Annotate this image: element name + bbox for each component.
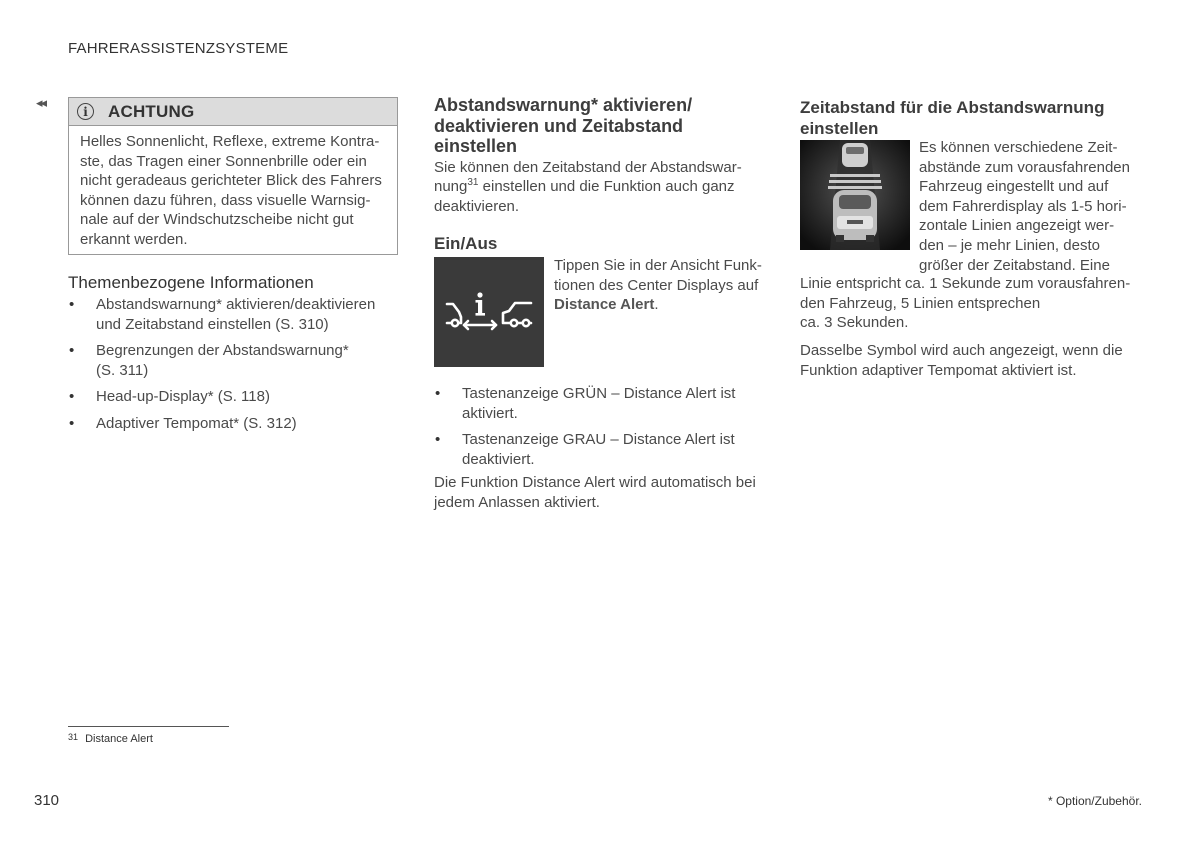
title-line: Abstandswarnung* aktivieren/ [434, 95, 693, 115]
warning-line: ste, das Tragen einer Sonnenbrille oder ein [80, 152, 367, 170]
tap-line [554, 295, 774, 315]
warning-line: nicht geradeaus gerichteter Blick des Fahrers [80, 172, 382, 190]
time-gap-line: dem Fahrerdisplay als 1-5 hori- [919, 197, 1127, 215]
title-line: einstellen [800, 119, 879, 138]
intro-text: nung [434, 178, 468, 196]
page-number: 310 [34, 792, 60, 809]
state-line: • Tastenanzeige GRÜN – Distance Alert ist [462, 385, 736, 402]
same-symbol-paragraph [800, 341, 1150, 380]
related-link-item[interactable] [68, 387, 398, 407]
time-gap-line: abstände zum vorausfahrenden [919, 158, 1130, 176]
footnote-number: 31 [68, 732, 79, 742]
time-gap-line: Es können verschiedene Zeit- [919, 139, 1118, 156]
tap-end: . [654, 296, 659, 314]
title-line: Zeitabstand für die Abstandswarnung [800, 98, 1105, 117]
state-line: deaktiviert. [462, 450, 535, 468]
section-header: FAHRERASSISTENZSYSTEME [68, 40, 289, 57]
time-gap-line: den – je mehr Linien, desto [919, 236, 1100, 254]
related-link-line: • Begrenzungen der Abstandswarnung* [96, 342, 349, 360]
related-link-item[interactable] [68, 295, 398, 334]
intro-paragraph [434, 158, 774, 217]
onoff-title: Ein/Aus [434, 234, 498, 253]
option-note: * Option/Zubehör. [1047, 794, 1142, 808]
related-link-item[interactable] [68, 341, 398, 380]
time-gap-line: Linie entspricht ca. 1 Sekunde zum vorausfahren- [800, 275, 1131, 292]
continued-from-previous-icon: ◂◂ [36, 95, 46, 110]
warning-title: ACHTUNG [108, 101, 195, 121]
state-line: • Tastenanzeige GRAU – Distance Alert ist [462, 431, 735, 449]
state-item [434, 384, 774, 423]
middle-column [434, 95, 774, 216]
distance-alert-term: Distance Alert [554, 296, 655, 314]
info-circle-icon: i [77, 103, 94, 120]
related-link-line: und Zeitabstand einstellen (S. 310) [96, 315, 329, 333]
footnote-ref: 31 [467, 177, 479, 189]
time-gap-line: Fahrzeug eingestellt und auf [919, 178, 1109, 196]
related-info-section [68, 273, 398, 434]
warning-line: können dazu führen, dass visuelle Warnsig- [80, 191, 371, 209]
intro-text: einstellen und die Funktion auch ganz [478, 178, 735, 196]
related-link-line: • Abstandswarnung* aktivieren/deaktivieren [96, 296, 376, 313]
tap-line: tionen des Center Displays auf [554, 276, 759, 294]
title-line: deaktivieren und Zeitabstand [434, 115, 684, 136]
auto-activation-paragraph [434, 473, 774, 512]
symbol-line: Funktion adaptiver Tempomat aktiviert ist. [800, 361, 1077, 379]
related-link-item[interactable] [68, 414, 398, 434]
section-title [434, 95, 774, 157]
time-gap-line: größer der Zeitabstand. Eine [919, 256, 1110, 274]
related-link-line: • Adaptiver Tempomat* (S. 312) [96, 414, 297, 432]
time-gap-title [800, 97, 1145, 139]
state-list [434, 384, 774, 469]
related-info-title: Themenbezogene Informationen [68, 273, 314, 292]
distance-alert-symbol [434, 257, 544, 367]
intro-line: deaktivieren. [434, 197, 520, 215]
time-gap-line: den Fahrzeug, 5 Linien entsprechen [800, 294, 1041, 312]
time-gap-full-text [800, 274, 1150, 333]
symbol-line: Dasselbe Symbol wird auch angezeigt, wenn die [800, 342, 1123, 359]
related-info-list [68, 295, 398, 434]
time-gap-graphic [800, 140, 910, 250]
state-item [434, 430, 774, 469]
related-link-line: • Head-up-Display* (S. 118) [96, 388, 270, 406]
time-gap-line: zontale Linien angezeigt wer- [919, 217, 1115, 235]
time-gap-wrapped-text [919, 138, 1149, 275]
title-line: einstellen [434, 136, 518, 156]
time-gap-driver-display-illustration [800, 140, 910, 250]
warning-box [68, 97, 398, 255]
warning-text [69, 126, 397, 250]
warning-line: nale auf der Windschutzscheibe nicht gut [80, 211, 354, 229]
footnote-text: Distance Alert [85, 733, 153, 745]
intro-line [434, 177, 774, 197]
intro-line: Sie können den Zeitabstand der Abstandswar- [434, 158, 742, 176]
tap-instruction [554, 256, 774, 315]
warning-header [69, 98, 397, 126]
auto-line: Die Funktion Distance Alert wird automatisch bei [434, 474, 756, 491]
footnote [68, 732, 153, 745]
tap-line: Tippen Sie in der Ansicht Funk- [554, 257, 762, 274]
warning-line: Helles Sonnenlicht, Reflexe, extreme Kontra- [80, 133, 380, 150]
distance-alert-button-icon [434, 257, 544, 367]
time-gap-line: ca. 3 Sekunden. [800, 314, 909, 332]
related-link-line: (S. 311) [96, 361, 149, 379]
footnote-divider [68, 726, 229, 727]
state-line: aktiviert. [462, 404, 518, 422]
auto-line: jedem Anlassen aktiviert. [434, 493, 600, 511]
warning-line: erkannt werden. [80, 230, 188, 248]
